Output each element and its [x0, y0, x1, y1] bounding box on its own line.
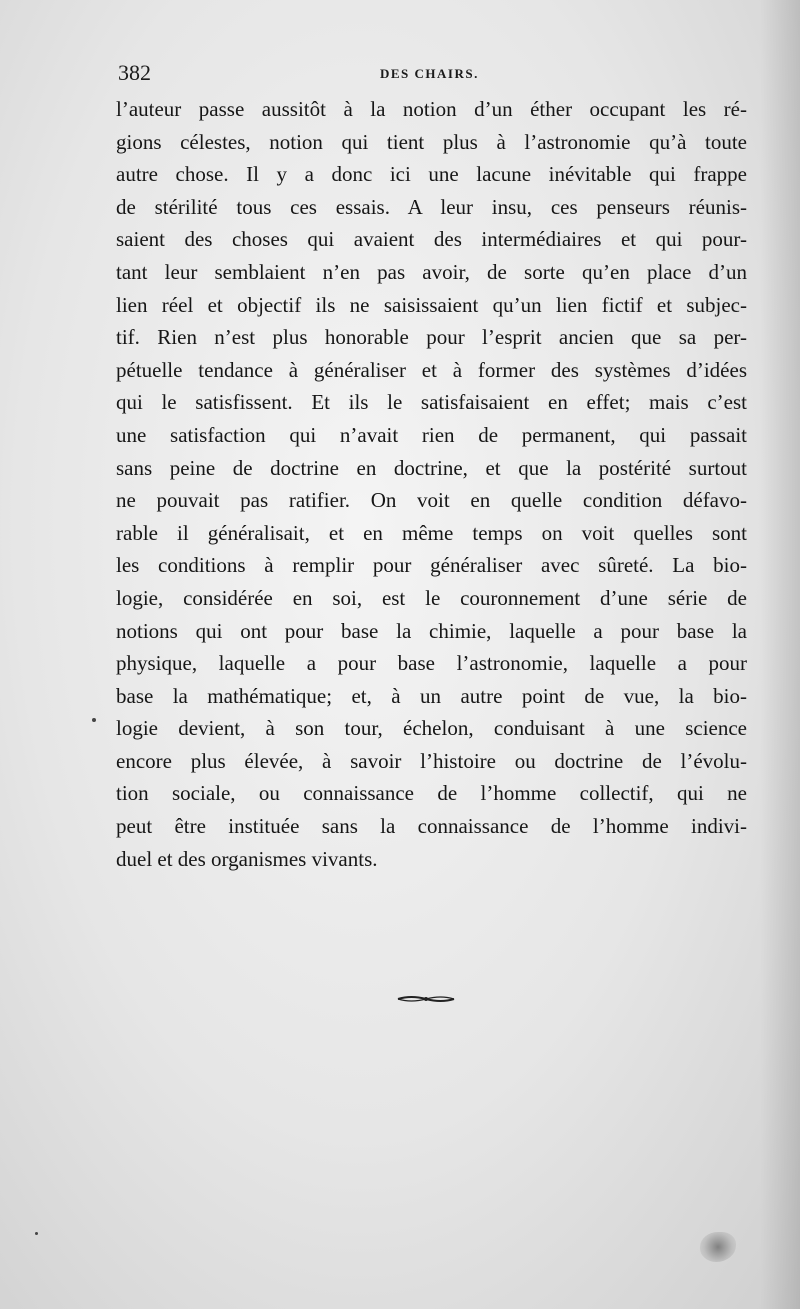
- text-line: qui le satisfissent. Et ils le satisfaisaient en effet; mais c’est: [116, 390, 747, 415]
- page-edge-shadow: [760, 0, 800, 1309]
- text-line: peut être instituée sans la connaissance de l’homme indivi-: [116, 814, 747, 839]
- ink-smudge: [700, 1232, 736, 1262]
- text-line: rable il généralisait, et en même temps on voit quelles sont: [116, 520, 747, 545]
- text-line: tif. Rien n’est plus honorable pour l’esprit ancien que sa per-: [116, 325, 747, 350]
- page-number: 382: [118, 60, 151, 85]
- text-line: ne pouvait pas ratifier. On voit en quelle condition défavo-: [116, 488, 747, 513]
- text-line: autre chose. Il y a donc ici une lacune inévitable qui frappe: [116, 162, 747, 187]
- text-line: les conditions à remplir pour généraliser avec sûreté. La bio-: [116, 553, 747, 578]
- ink-speck: [92, 718, 96, 722]
- ink-speck: [35, 1232, 38, 1235]
- text-line: base la mathématique; et, à un autre point de vue, la bio-: [116, 683, 747, 708]
- text-line: lien réel et objectif ils ne saisissaient qu’un lien fictif et subjec-: [116, 292, 747, 317]
- text-line: encore plus élevée, à savoir l’histoire ou doctrine de l’évolu-: [116, 748, 747, 773]
- text-line: logie devient, à son tour, échelon, conduisant à une science: [116, 716, 747, 741]
- running-head: DES CHAIRS.: [380, 66, 479, 81]
- ornament-divider: [396, 994, 456, 1004]
- page-header: [118, 60, 746, 90]
- text-line: sans peine de doctrine en doctrine, et que la postérité surtout: [116, 455, 747, 480]
- text-line: l’auteur passe aussitôt à la notion d’un éther occupant les ré-: [116, 97, 747, 121]
- text-line: tion sociale, ou connaissance de l’homme collectif, qui ne: [116, 781, 747, 806]
- text-line: de stérilité tous ces essais. A leur insu, ces penseurs réunis-: [116, 194, 747, 219]
- text-line: tant leur semblaient n’en pas avoir, de sorte qu’en place d’un: [116, 259, 747, 284]
- text-line: logie, considérée en soi, est le couronnement d’une série de: [116, 585, 747, 610]
- text-line: saient des choses qui avaient des intermédiaires et qui pour-: [116, 227, 747, 252]
- text-line: duel et des organismes vivants.: [116, 846, 378, 871]
- text-line: pétuelle tendance à généraliser et à former des systèmes d’idées: [116, 357, 747, 382]
- text-line: notions qui ont pour base la chimie, laquelle a pour base la: [116, 618, 747, 643]
- text-line: gions célestes, notion qui tient plus à l’astronomie qu’à toute: [116, 129, 747, 154]
- text-line: une satisfaction qui n’avait rien de permanent, qui passait: [116, 422, 747, 447]
- text-line: physique, laquelle a pour base l’astronomie, laquelle a pour: [116, 651, 747, 676]
- body-text: [116, 93, 747, 875]
